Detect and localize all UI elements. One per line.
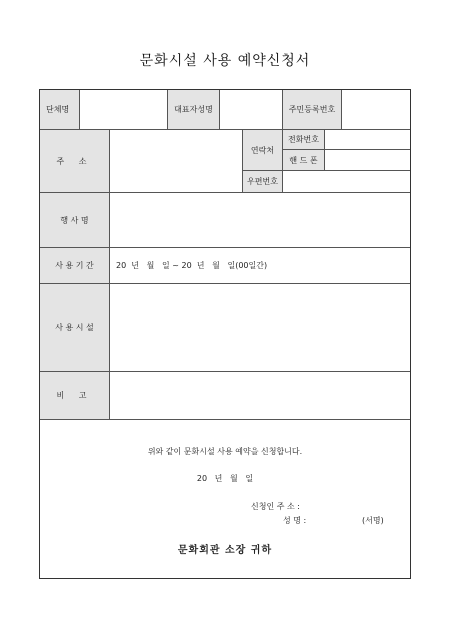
- remarks-field[interactable]: [110, 372, 410, 420]
- group-name-field[interactable]: [80, 90, 168, 130]
- representative-name-field[interactable]: [220, 90, 283, 130]
- mobile-field[interactable]: [325, 150, 410, 171]
- resident-number-field[interactable]: [342, 90, 410, 130]
- usage-facility-field[interactable]: [110, 284, 410, 372]
- label-phone: 전화번호: [283, 130, 325, 150]
- page-title: 문화시설 사용 예약신청서: [139, 53, 311, 69]
- applicant-address-label: 신청인 주 소 :: [251, 502, 300, 511]
- label-contact: 연락처: [243, 130, 283, 171]
- label-remarks-text: 비 고: [56, 391, 93, 400]
- label-postal-code: 우편번호: [243, 171, 283, 193]
- label-remarks: [40, 372, 110, 420]
- label-event-name: 행 사 명: [40, 193, 110, 248]
- statement-text: 위와 같이 문화시설 사용 예약을 신청합니다.: [147, 447, 303, 456]
- usage-period-field[interactable]: 20 년 월 일 ~ 20 년 월 일(00일간): [110, 248, 410, 284]
- signature-label: (서명): [362, 516, 384, 525]
- applicant-name-label: 성 명 :: [283, 516, 307, 525]
- label-representative-name: 대표자성명: [168, 90, 220, 130]
- event-name-field[interactable]: [110, 193, 410, 248]
- label-address-text: 주 소: [56, 156, 93, 166]
- declaration-area: [40, 420, 410, 578]
- addressee-text: 문화회관 소장 귀하: [177, 545, 273, 556]
- label-usage-facility: 사 용 시 설: [40, 284, 110, 372]
- label-group-name: 단체명: [40, 90, 80, 130]
- label-resident-number: 주민등록번호: [283, 90, 342, 130]
- label-usage-period: 사 용 기 간: [40, 248, 110, 284]
- label-address: [40, 130, 110, 193]
- postal-code-field[interactable]: [283, 171, 410, 193]
- label-mobile: 핸 드 폰: [283, 150, 325, 171]
- date-line: 20 년 월 일: [196, 474, 254, 483]
- phone-field[interactable]: [325, 130, 410, 150]
- application-form: [39, 89, 411, 579]
- address-field[interactable]: [110, 130, 243, 193]
